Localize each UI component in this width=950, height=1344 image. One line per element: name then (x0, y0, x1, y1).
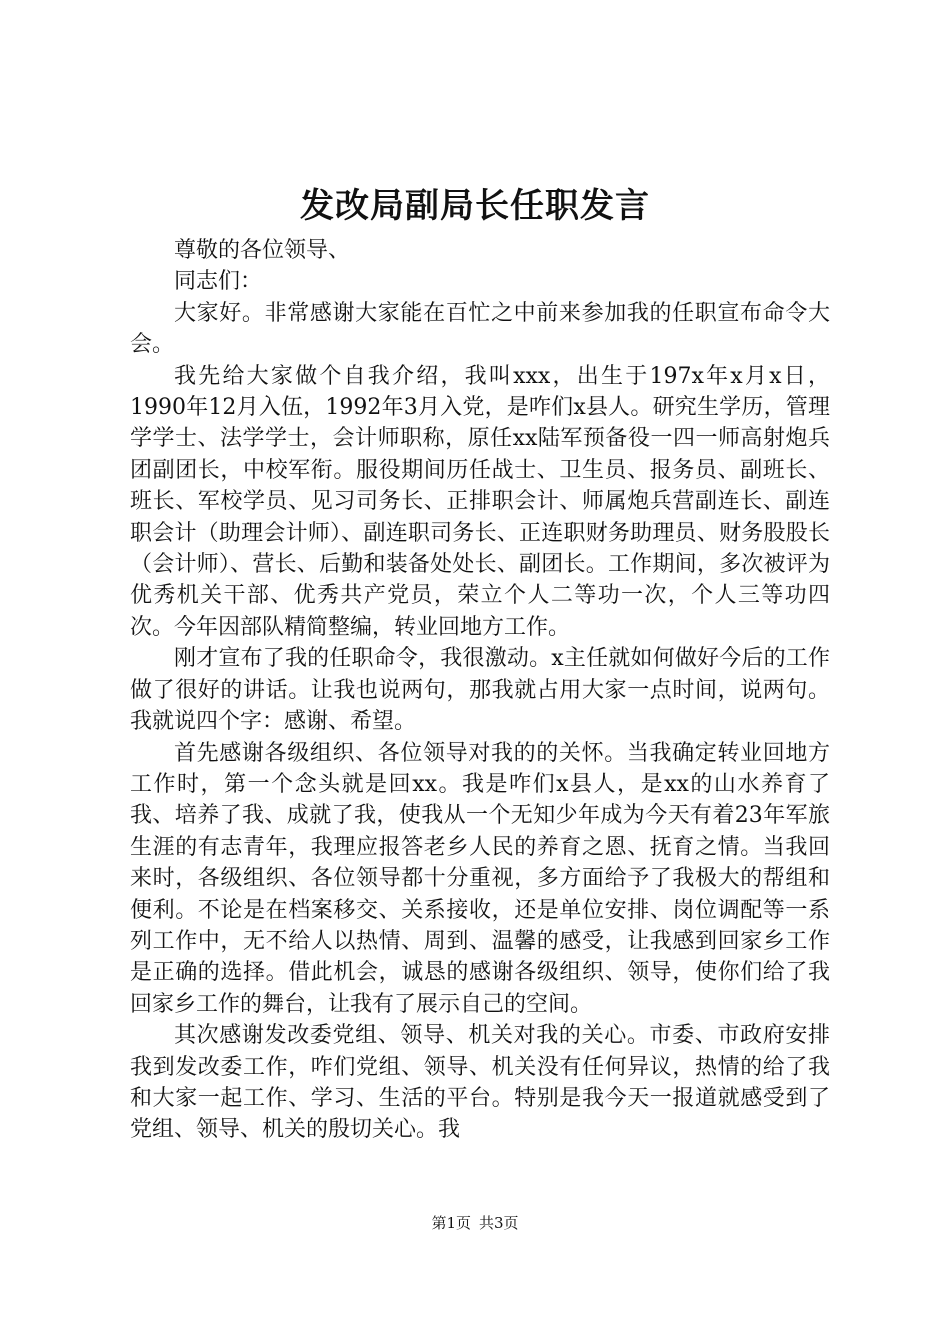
page-number: 第1页 (431, 1214, 471, 1232)
paragraph-thanks-commission: 其次感谢发改委党组、领导、机关对我的关心。市委、市政府安排我到发改委工作，咋们党组、领导、机关没有任何异议，热情的给了我和大家一起工作、学习、生活的平台。特别是我今天一报道就感受到了党组、领导、机关的殷切关心。我 (130, 1023, 830, 1143)
salutation-line-1: 尊敬的各位领导、 (174, 238, 351, 263)
salutation-line-2: 同志们： (174, 269, 263, 295)
paragraph-greeting: 大家好。非常感谢大家能在百忙之中前来参加我的任职宣布命令大会。 (130, 300, 830, 358)
paragraph-appointment: 刚才宣布了我的任职命令，我很激动。x主任就如何做好今后的工作做了很好的讲话。让我也说两句，那我就占用大家一点时间，说两句。我就说四个字：感谢、希望。 (130, 646, 830, 735)
page-footer (0, 1212, 950, 1234)
paragraph-self-introduction: 我先给大家做个自我介绍，我叫xxx，出生于197x年x月x日，1990年12月入伍，1992年3月入党，是咋们x县人。研究生学历，管理学学士、法学学士，会计师职称，原任xx陆军预备役一四一师高射炮兵团副团长，中校军衔。服役期间历任战士、卫生员、报务员、副班长、班长、军校学员、见习司务长、正排职会计、师属炮兵营副连长、副连职会计（助理会计师）、副连职司务长、正连职财务助理员、财务股股长（会计师）、营长、后勤和装备处处长、副团长。工作期间，多次被评为优秀机关干部、优秀共产党员，荣立个人二等功一次，个人三等功四次。今年因部队精简整编，转业回地方工作。 (130, 363, 830, 640)
document-body (130, 235, 830, 1146)
page-total: 共3页 (479, 1214, 519, 1232)
document-title: 发改局副局长任职发言 (300, 186, 650, 226)
paragraph-thanks-organizations: 首先感谢各级组织、各位领导对我的的关怀。当我确定转业回地方工作时，第一个念头就是回xx。我是咋们x县人，是xx的山水养育了我、培养了我、成就了我，使我从一个无知少年成为今天有着23年军旅生涯的有志青年，我理应报答老乡人民的养育之恩、抚育之情。当我回来时，各级组织、各位领导都十分重视，多方面给予了我极大的帮组和便利。不论是在档案移交、关系接收，还是单位安排、岗位调配等一系列工作中，无不给人以热情、周到、温馨的感受，让我感到回家乡工作是正确的选择。借此机会，诚恳的感谢各级组织、领导，使你们给了我回家乡工作的舞台，让我有了展示自己的空间。 (130, 740, 830, 1017)
